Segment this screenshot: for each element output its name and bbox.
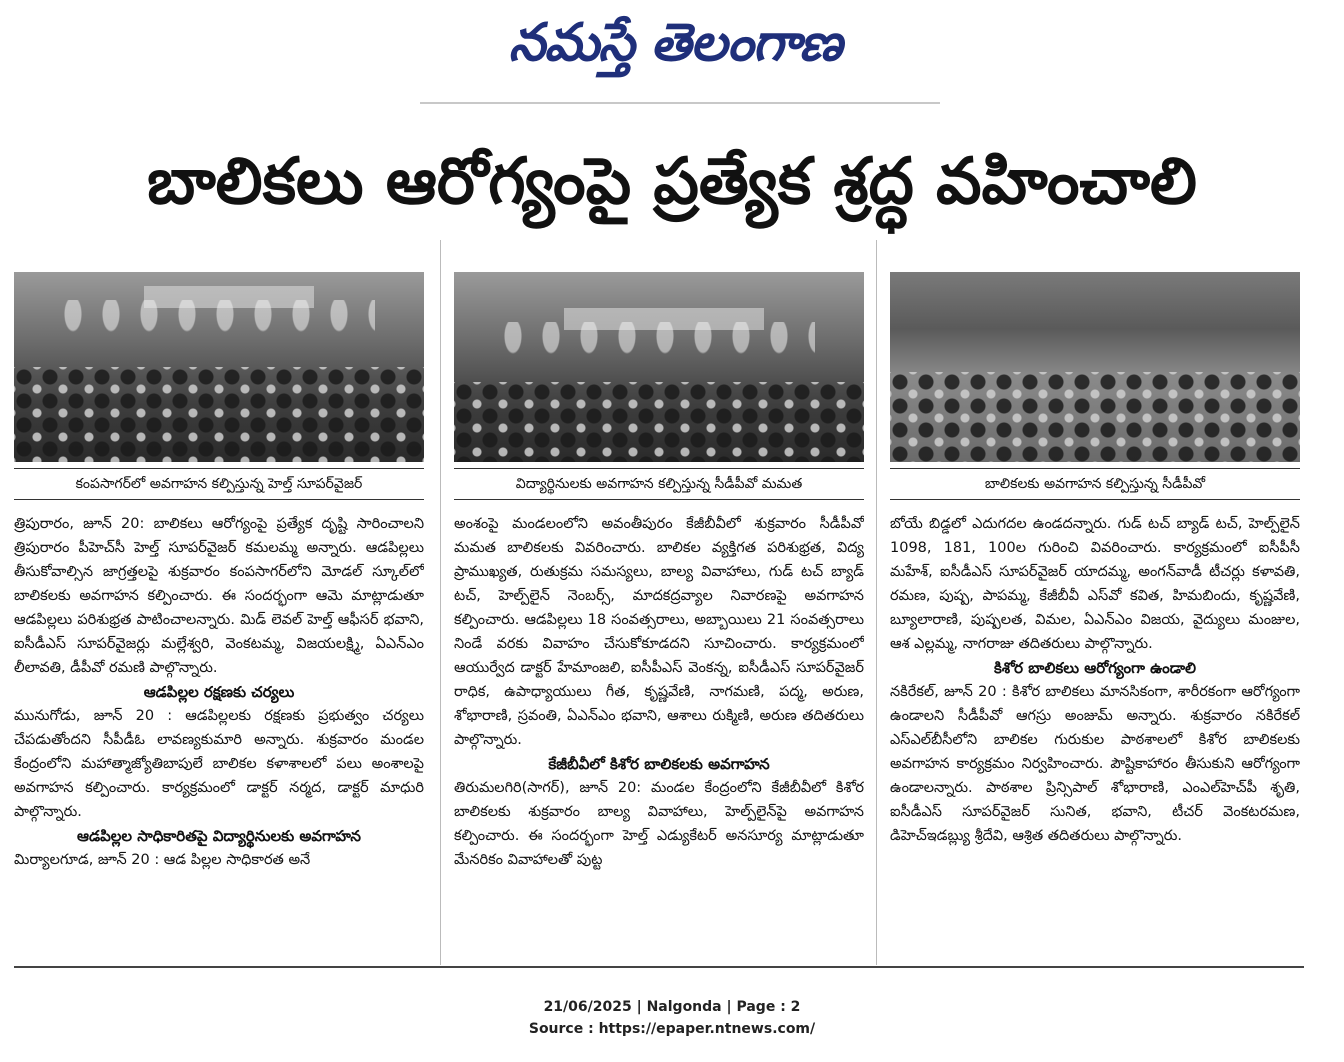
photo-caption-2: విద్యార్థినులకు అవగాహన కల్పిస్తున్న సీడీపీవో మమత (454, 468, 864, 500)
article-column-1 (14, 512, 424, 952)
article-headline: బాలికలు ఆరోగ్యంపై ప్రత్యేక శ్రద్ధ వహించాలి (147, 145, 1197, 219)
column-divider (876, 240, 877, 965)
masthead-divider (420, 102, 940, 104)
footer-date-edition-page: 21/06/2025 | Nalgonda | Page : 2 (543, 999, 801, 1015)
footer-source-link[interactable]: Source : https://epaper.ntnews.com/ (528, 1021, 816, 1037)
subheading: కేజీబీవీలో కిశోర బాలికలకు అవగాహన (548, 755, 770, 773)
article-photo-1 (14, 272, 424, 462)
page-footer (0, 996, 1344, 1040)
paragraph: మునుగోడు, జూన్ 20 : ఆడపిల్లలకు రక్షణకు ప్రభుత్వం చర్యలు చేపడుతోందని సీపీడీఓ లావణ్యకుమారి అన్నారు. శుక్రవారం మండల కేంద్రంలోని మహాత్మాజ్యోతిబాపులే బాలికల కళాశాలలో పలు అంశాలపై అవగాహన కల్పించారు. కార్యక్రమంలో డాక్టర్ నర్మద, డాక్టర్ మాధురి పాల్గొన్నారు. (14, 708, 424, 820)
subheading: ఆడపిల్లల రక్షణకు చర్యలు (143, 683, 295, 701)
article-column-3 (890, 512, 1300, 952)
subheading: ఆడపిల్లల సాధికారితపై విద్యార్థినులకు అవగాహన (77, 827, 361, 845)
article-column-2 (454, 512, 864, 952)
newspaper-masthead-logo: నమస్తే తెలంగాణ (508, 13, 842, 73)
article-photo-3 (890, 272, 1300, 462)
paragraph: బోయే బిడ్డలో ఎదుగదల ఉండదన్నారు. గుడ్ టచ్ బ్యాడ్ టచ్, హెల్ప్‌లైన్ 1098, 181, 100ల గురించి వివరించారు. కార్యక్రమంలో ఐసీపీసీ మహేశ్, ఐసీడీఎస్ సూపర్‌వైజర్ యాదమ్మ, అంగన్‌వాడీ టీచర్లు కళావతి, రమణ, పుష్ప, పాపమ్మ, కేజీబీవీ ఎస్‌వో కవిత, హిమబిందు, కృష్ణవేణి, బ్యూలారాణి, పుష్పలత, విమల, ఏఎన్‌ఎం విజయ, వైద్యులు మంజుల, ఆశ ఎల్లమ్మ, నాగరాజు తదితరులు పాల్గొన్నారు. (890, 516, 1300, 652)
photo-caption-3: బాలికలకు అవగాహన కల్పిస్తున్న సీడీపీవో (890, 468, 1300, 500)
photo-caption-1: కంపసాగర్‌లో అవగాహన కల్పిస్తున్న హెల్త్ సూపర్‌వైజర్ (14, 468, 424, 500)
paragraph: మిర్యాలగూడ, జూన్ 20 : ఆడ పిల్లల సాధికారత అనే (14, 852, 311, 868)
paragraph: త్రిపురారం, జూన్ 20: బాలికలు ఆరోగ్యంపై ప్రత్యేక దృష్టి సారించాలని త్రిపురారం పీహెచ్‌సీ హెల్త్ సూపర్‌వైజర్ కమలమ్మ అన్నారు. ఆడపిల్లలు తీసుకోవాల్సిన జాగ్రత్తలపై శుక్రవారం కంపసాగర్‌లోని మోడల్ స్కూల్‌లో బాలికలకు అవగాహన కల్పించారు. ఈ సందర్భంగా ఆమె మాట్లాడుతూ ఆడపిల్లలు పరిశుభ్రత పాటించాలన్నారు. మిడ్ లెవల్ హెల్త్ ఆఫీసర్ భవాని, ఐసీడీఎస్ సూపర్‌వైజర్లు మల్లేశ్వరి, వెంకటమ్మ, విజయలక్ష్మి, ఏఎన్‌ఎం లీలావతి, డీపీవో రమణి పాల్గొన్నారు. (14, 516, 424, 676)
paragraph: అంశంపై మండలంలోని అవంతీపురం కేజీబీవీలో శుక్రవారం సీడీపీవో మమత బాలికలకు వివరించారు. బాలికల వ్యక్తిగత పరిశుభ్రత, విద్య ప్రాముఖ్యత, రుతుక్రమ సమస్యలు, బాల్య వివాహాలు, గుడ్ టచ్ బ్యాడ్ టచ్, హెల్ప్‌లైన్ నెంబర్స్, మాదకద్రవ్యాల నివారణపై అవగాహన కల్పించారు. ఆడపిల్లలు 18 సంవత్సరాలు, అబ్బాయిలు 21 సంవత్సరాలు నిండే వరకు వివాహం చేసుకోకూడదని సూచించారు. కార్యక్రమంలో ఆయుర్వేద డాక్టర్ హేమాంజలి, ఐసీపీఎస్ వెంకన్న, ఐసీడీఎస్ సూపర్‌వైజర్ రాధిక, ఉపాధ్యాయులు గీత, కృష్ణవేణి, నాగమణి, పద్మ, అరుణ, శోభారాణి, స్రవంతి, ఏఎన్‌ఎం భవాని, ఆశాలు రుక్మిణి, అరుణ తదితరులు పాల్గొన్నారు. (454, 516, 864, 748)
paragraph: తిరుమలగిరి(సాగర్), జూన్ 20: మండల కేంద్రంలోని కేజీబీవీలో కిశోర బాలికలకు శుక్రవారం బాల్య వివాహాలు, హెల్ప్‌లైన్‌పై అవగాహన కల్పించారు. ఈ సందర్భంగా హెల్త్ ఎడ్యుకేటర్ అనసూర్య మాట్లాడుతూ మేనరికం వివాహాలతో పుట్ట (454, 780, 864, 868)
column-divider (440, 240, 441, 965)
paragraph: నకిరేకల్, జూన్ 20 : కిశోర బాలికలు మానసికంగా, శారీరకంగా ఆరోగ్యంగా ఉండాలని సీడీపీవో ఆగస్రు అంజుమ్ అన్నారు. శుక్రవారం నకిరేకల్ ఎస్ఎల్‌బీసీలోని బాలికల గురుకుల పాఠశాలలో కిశోర బాలికలకు అవగాహన కార్యక్రమం నిర్వహించారు. పౌష్టికాహారం తీసుకుని ఆరోగ్యంగా ఉండాలన్నారు. పాఠశాల ప్రిన్సిపాల్ శోభారాణి, ఎంఎల్‌హెచ్‌పీ శృతి, ఐసీడీఎస్ సూపర్‌వైజర్ సునిత, భవాని, టీచర్ వెంకటరమణ, డిహెచ్‌ఇడబ్ల్యు శ్రీదేవి, ఆశ్రిత తదితరులు పాల్గొన్నారు. (890, 684, 1300, 844)
article-photo-2 (454, 272, 864, 462)
bottom-divider (14, 966, 1304, 968)
subheading: కిశోర బాలికలు ఆరోగ్యంగా ఉండాలి (994, 659, 1196, 677)
